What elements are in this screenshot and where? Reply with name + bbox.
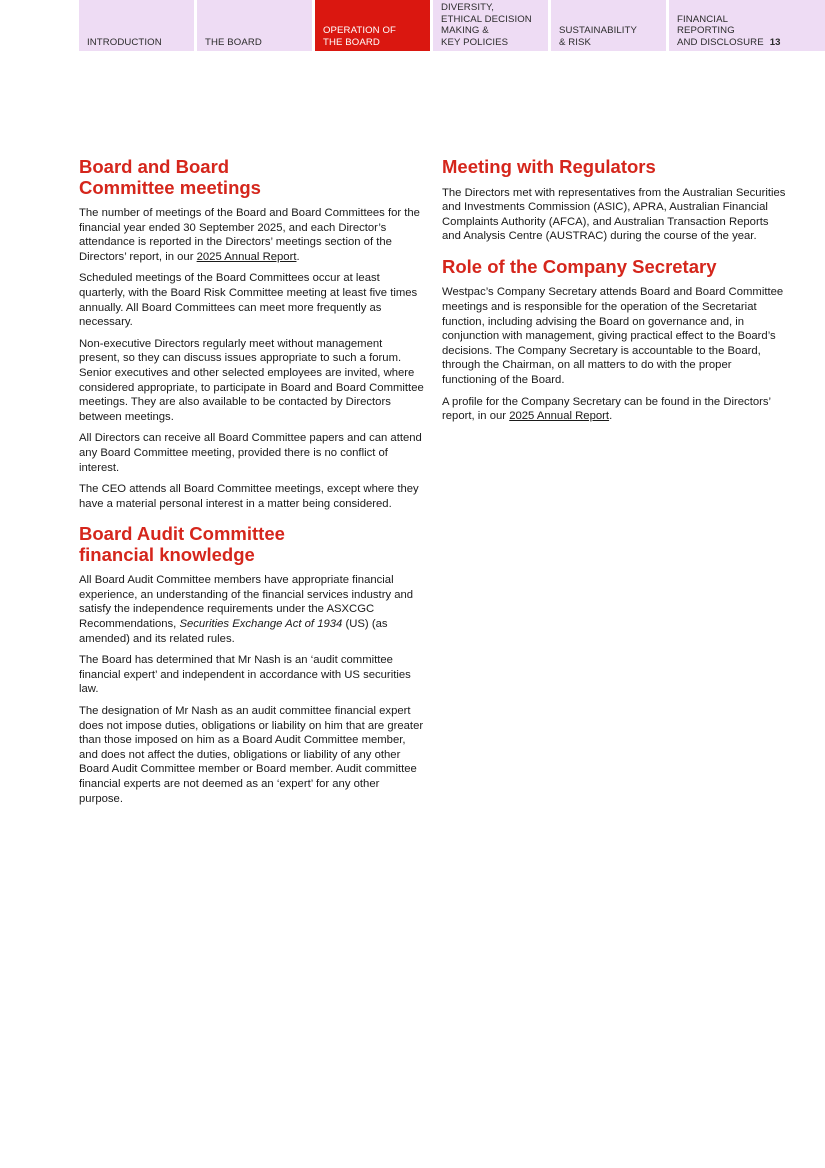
audit-committee-p2: The Board has determined that Mr Nash is an ‘audit committee financial expert’ and independent in accordance with US securities law. [79,654,411,696]
board-meetings-p3: Non-executive Directors regularly meet without management present, so they can discuss issues appropriate to such a forum. Senior executives and other selected employees are invited, where considered appropriate, to participate in Board and Board Committee meetings. They are also available to be contacted by Directors between meetings. [79,337,424,423]
tab-label: OPERATION OF THE BOARD [323,25,396,48]
annual-report-link[interactable]: 2025 Annual Report [196,250,297,263]
annual-report-link[interactable]: 2025 Annual Report [509,410,610,423]
board-meetings-p5: The CEO attends all Board Committee meetings, except where they have a material personal interest in a matter being considered. [79,483,419,510]
company-secretary-p1: Westpac’s Company Secretary attends Board and Board Committee meetings and is responsible for the operation of the Secretariat function, including advising the Board on governance and, in conjunction with management, giving practical effect to the Board’s decisions. The Company Secretary is accountable to the Board, through the Chairman, on all matters to do with the proper functioning of the Board. [442,286,784,386]
company-secretary-heading: Role of the Company Secretary [442,255,717,277]
board-meetings-p1: The number of meetings of the Board and Board Committees for the financial year ended 30 September 2025, and each Director’s attendance is reported in the Directors’ meetings section of the Directors’ report, in our 2025 Annual Report. [79,207,420,263]
board-meetings-heading: Board and Board Committee meetings [79,156,261,198]
regulators-heading: Meeting with Regulators [442,156,656,177]
left-column [79,157,424,813]
board-meetings-p2: Scheduled meetings of the Board Committees occur at least quarterly, with the Board Risk Committee meeting at least five times annually. All Board Committees can meet more frequently as necessary. [79,272,418,329]
tab-the-board[interactable] [197,0,312,51]
tab-label: SUSTAINABILITY & RISK [559,25,637,48]
page-number: 13 [769,36,781,48]
section-nav [79,0,825,51]
tab-sustainability-risk[interactable] [551,0,666,51]
tab-introduction[interactable] [79,0,194,51]
company-secretary-section [442,257,787,424]
tab-label: INTRODUCTION [87,36,162,48]
regulators-section [442,157,787,244]
audit-committee-section [79,524,424,806]
tab-label: DIVERSITY, ETHICAL DECISION MAKING & KEY POLICIES [441,2,532,48]
tab-diversity-ethics-policies[interactable] [433,0,548,51]
audit-committee-p3: The designation of Mr Nash as an audit committee financial expert does not impose duties, obligations or liability on him that are greater than those imposed on him as a Board Audit Committee member, and does not affect the duties, obligations or liability of any other Board Audit Committee member or Board member. Audit committee financial experts are not deemed as an ‘expert’ for any other purpose. [79,705,424,805]
regulators-p1: The Directors met with representatives from the Australian Securities and Investments Commission (ASIC), APRA, Australian Financial Complaints Authority (AFCA), and Australian Transaction Reports and Analysis Centre (AUSTRAC) during the course of the year. [442,186,786,243]
board-meetings-section [79,157,424,511]
tab-label: FINANCIAL REPORTING AND DISCLOSURE [677,13,764,48]
tab-operation-of-the-board[interactable] [315,0,430,51]
audit-committee-p1: All Board Audit Committee members have appropriate financial experience, an understanding of the financial services industry and satisfy the independence requirements under the ASXCGC Recommendations, Securities Exchange Act of 1934 (US) (as amended) and its related rules. [79,574,414,645]
company-secretary-p2: A profile for the Company Secretary can be found in the Directors’ report, in our 2025 Annual Report. [442,395,771,423]
tab-label: THE BOARD [205,36,262,48]
tab-financial-reporting[interactable] [669,0,825,51]
board-meetings-p4: All Directors can receive all Board Committee papers and can attend any Board Committee meeting, provided there is no conflict of interest. [79,432,422,474]
audit-committee-heading: Board Audit Committee financial knowledge [79,523,285,565]
right-column [442,157,787,431]
